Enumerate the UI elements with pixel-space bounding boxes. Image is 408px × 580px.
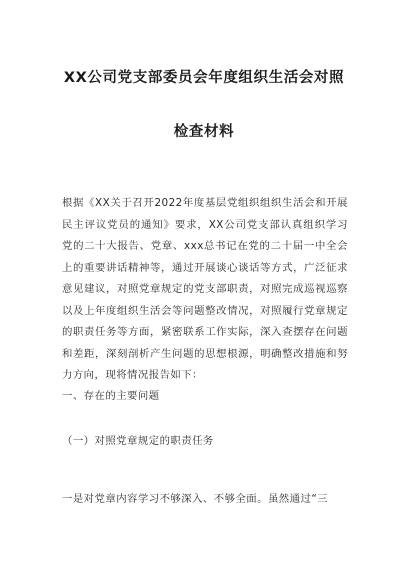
section-heading: 一、存在的主要问题 xyxy=(62,390,160,402)
subsection-heading: （一）对照党章规定的职责任务 xyxy=(62,435,214,447)
intro-paragraph: 根据《XX关于召开2022年度基层党组织组织生活会和开展民主评议党员的通知》要求，XX公司党支部认真组织学习党的二十大报告、党章、xxx总书记在党的二十届一中全会上的重要讲话精神等，通过开展谈心谈话等方式，广泛征求意见建议，对照党章规定的党支部职责，对照完成巡视巡察以及上年度组织生活会等问题整改情况，对照履行党章规定的职责任务等方面，紧密联系工作实际，深入查摆存在问题和差距，深刻剖析产生问题的思想根源，明确整改措施和努力方向，现将情况报告如下： xyxy=(62,197,348,381)
document-title-line-1: XX公司党支部委员会年度组织生活会对照 xyxy=(63,70,345,86)
body-paragraph-start: 一是对党章内容学习不够深入、不够全面。虽然通过“三 xyxy=(62,493,329,505)
document-title-line-2: 检查材料 xyxy=(173,124,235,140)
